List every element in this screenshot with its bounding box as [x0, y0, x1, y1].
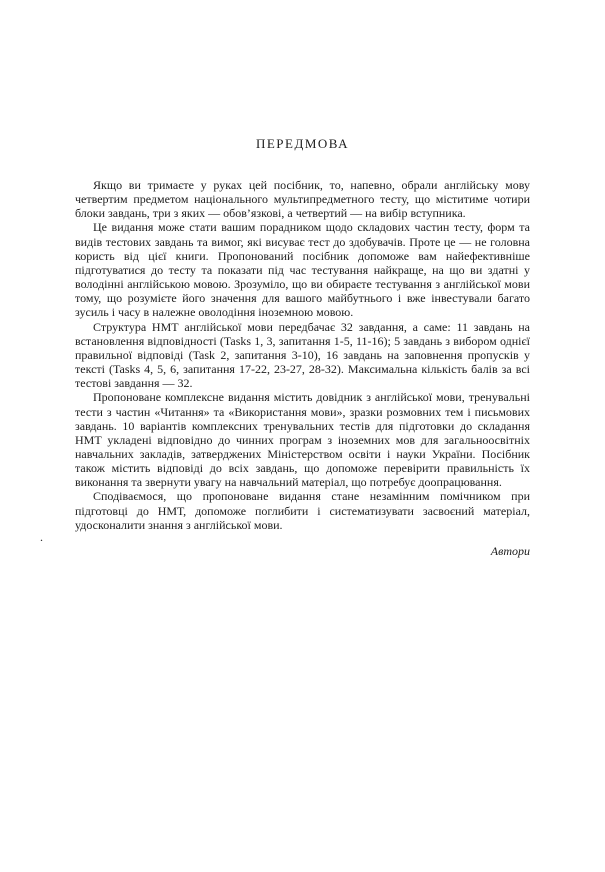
paragraph: Якщо ви тримаєте у руках цей посібник, то, напевно, обрали англійську мову четвертим предметом національного мультипредметного тесту, що міститиме чотири блоки завдань, три з яких — обов’язкові, а четвертий — на вибір вступника. [75, 178, 530, 221]
paragraph: Це видання може стати вашим порадником щодо складових частин тесту, форм та видів тестових завдань та вимог, які висуває тест до здобувачів. Проте це — не головна користь від цієї книги. Пропонований посібник допоможе вам найефективніше підготуватися до тесту та показати під час тестування найкраще, на що ви здатні у володінні англійською мовою. Зрозуміло, що ви обираєте тестування з англійської мови тому, що розумієте його значення для вашого майбутнього і вже інвестували багато зусиль і часу в належне оволодіння іноземною мовою. [75, 220, 530, 320]
stray-mark: . [40, 530, 43, 544]
paragraph: Пропоноване комплексне видання містить довідник з англійської мови, тренувальні тести з частин «Читання» та «Використання мови», зразки розмовних тем і письмових завдань. 10 варіантів комплексних тренувальних тестів для підготовки до складання НМТ укладені відповідно до чинних програм з іноземних мов для загальноосвітніх навчальних закладів, затверджених Міністерством освіти і науки України. Посібник також містить відповіді до всіх завдань, що допоможе перевірити правильність їх виконання та звернути увагу на навчальний матеріал, що потребує доопрацювання. [75, 390, 530, 490]
preface-text [75, 178, 530, 532]
page-title: ПЕРЕДМОВА [255, 136, 350, 151]
author-signature: Автори [490, 543, 530, 558]
paragraph: Структура НМТ англійської мови передбачає 32 завдання, а саме: 11 завдань на встановлення відповідності (Tasks 1, 3, запитання 1-5, 11-16); 5 завдань з вибором однієї правильної відповіді (Task 2, запитання 3-10), 16 завдань на заповнення пропусків у тексті (Tasks 4, 5, 6, запитання 17-22, 23-27, 28-32). Максимальна кількість балів за всі тестові завдання — 32. [75, 319, 530, 391]
paragraph: Сподіваємося, що пропоноване видання стане незамінним помічником при підготовці до НМТ, допоможе поглибити і систематизувати засвоєний матеріал, удосконалити знання з англійської мови. [75, 489, 530, 532]
